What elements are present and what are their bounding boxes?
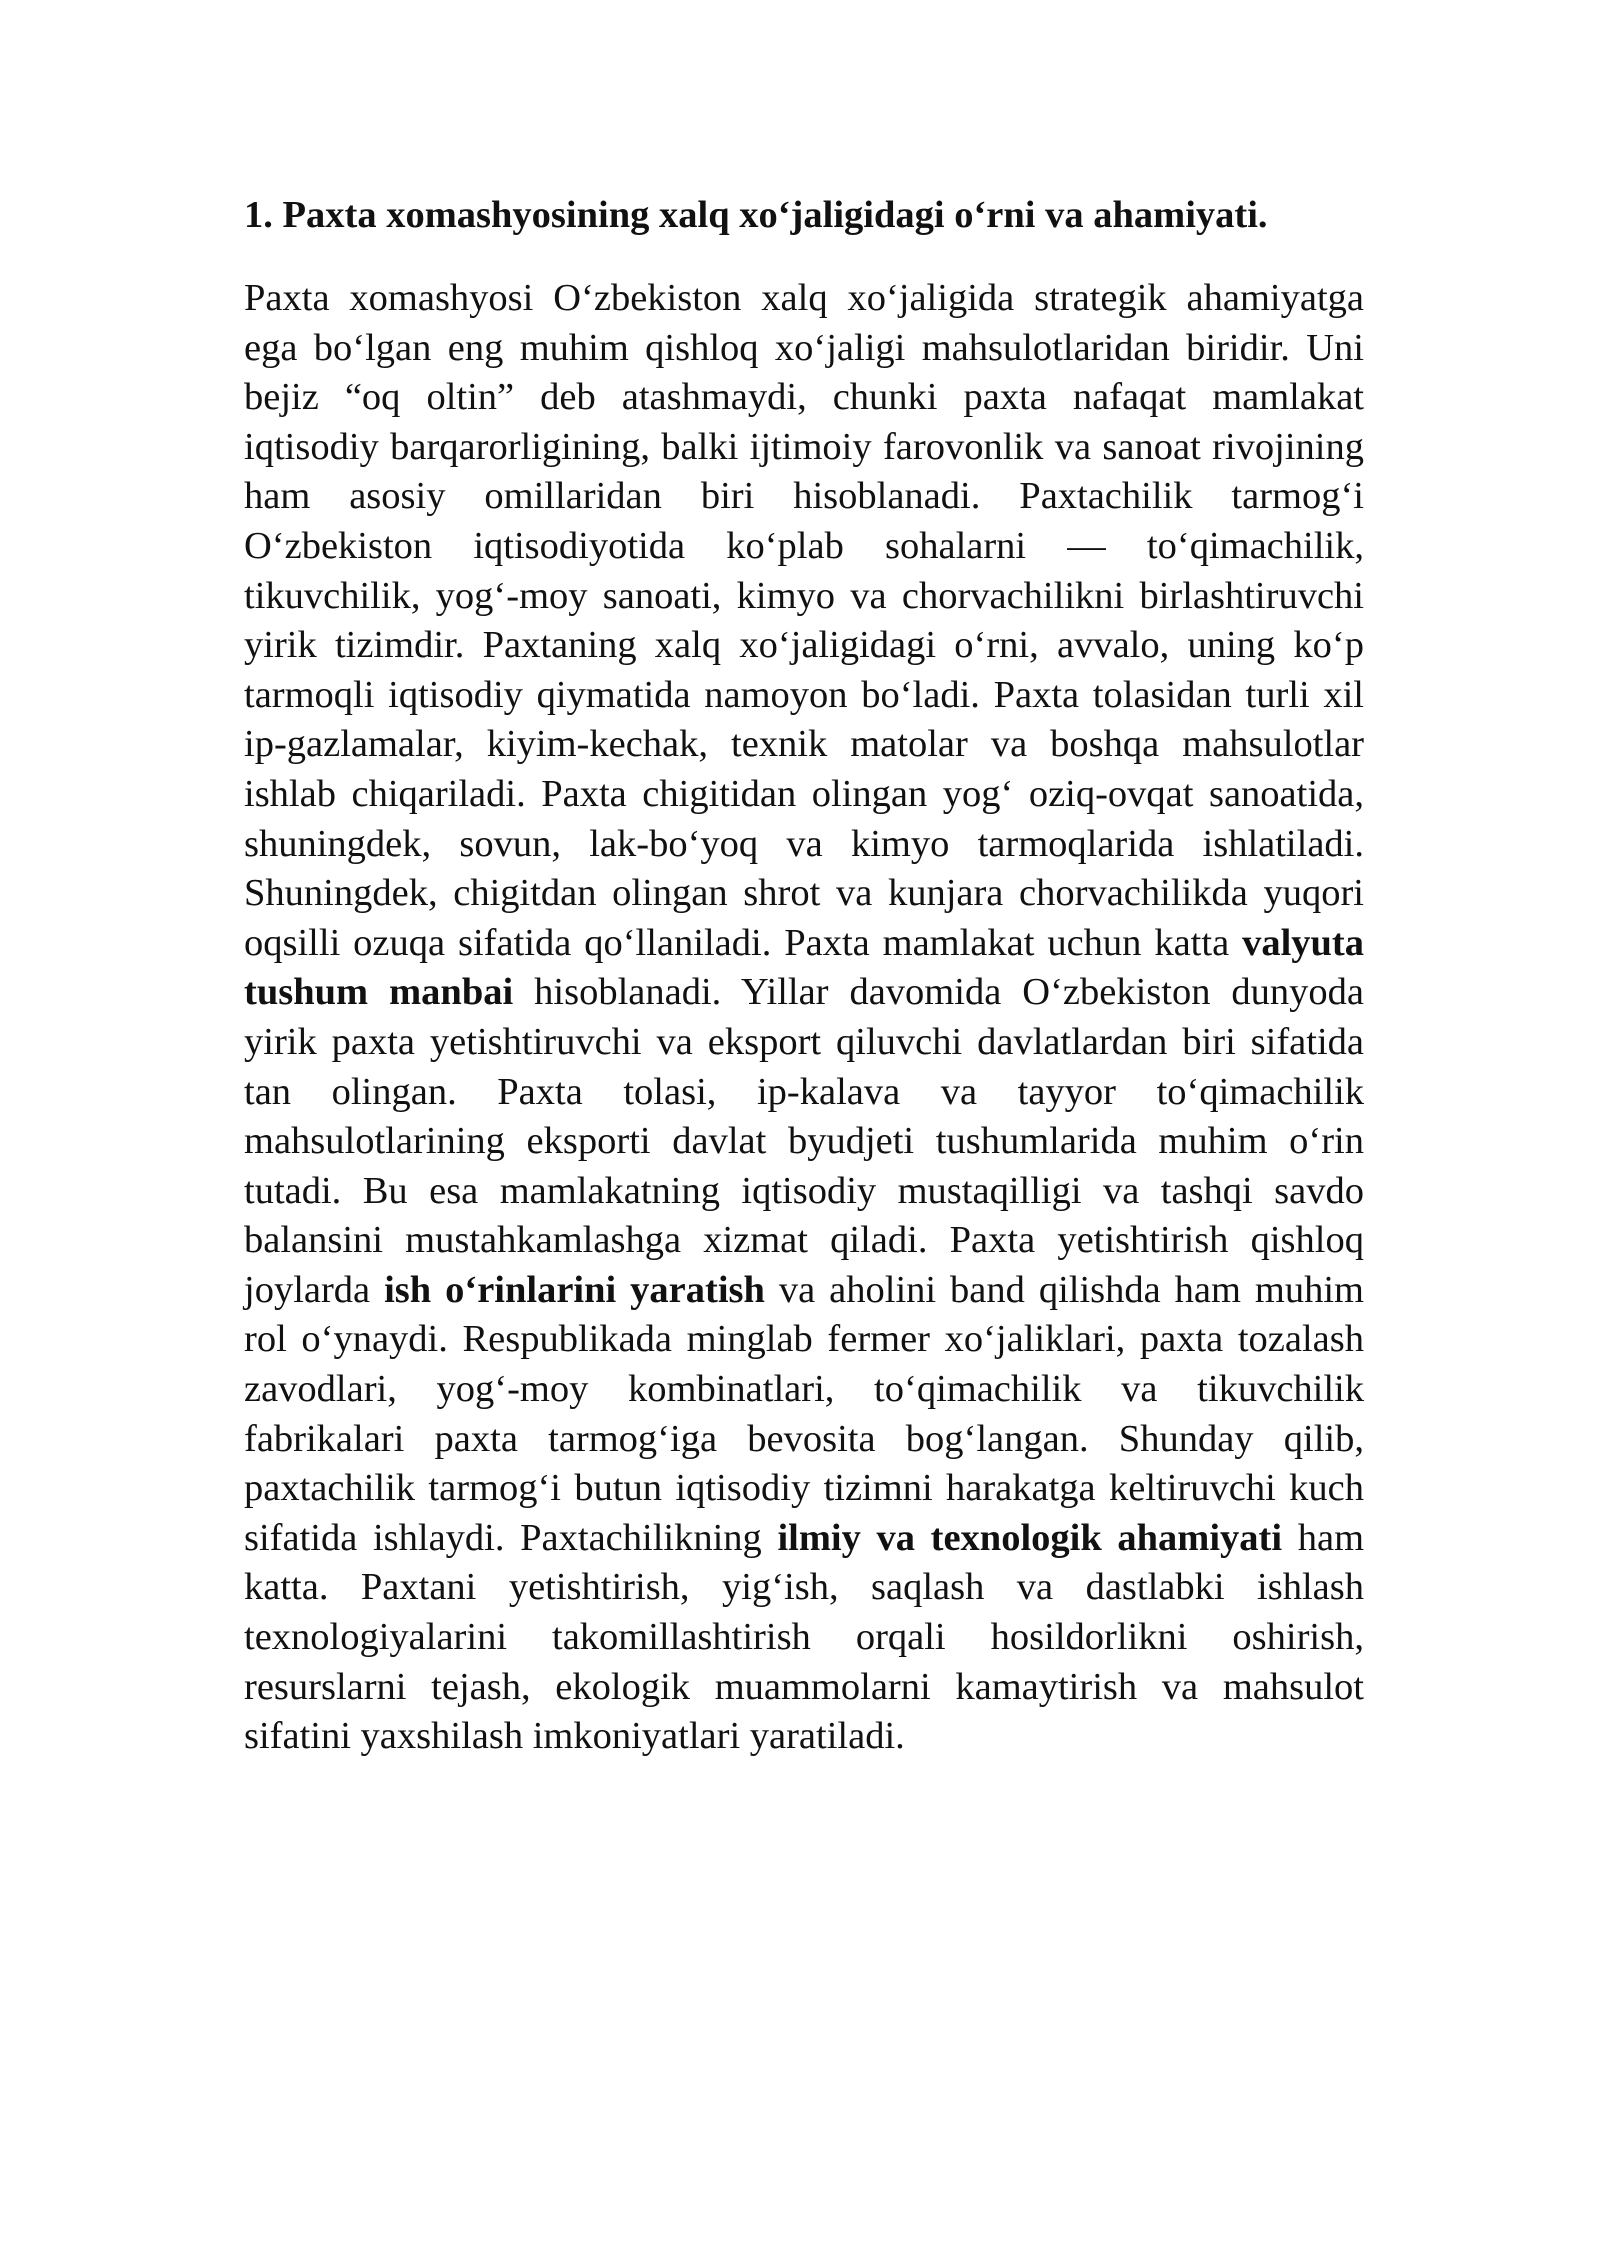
bold-phrase-scientific-importance: ilmiy va texnologik ahamiyati [777, 1516, 1283, 1559]
body-paragraph [244, 274, 1364, 1762]
section-number: 1. [244, 194, 273, 236]
paragraph-text-4: ham katta. Paxtani yetishtirish, yig‘ish, saqlash va dastlabki ishlash texnologiyalarini takomillashtirish orqali hosildorlikni oshirish, resurslarni tejash, ekologik muammolarni kamaytirish va mahsulot sifatini yaxshilash imkoniyatlari yaratiladi. [244, 1516, 1365, 1758]
bold-phrase-job-creation: ish o‘rinlarini yaratish [384, 1268, 765, 1311]
bold-phrase-currency-source: valyuta tushum manbai [244, 921, 1364, 1014]
paragraph-text-3: va aholini band qilishda ham muhim rol o‘ynaydi. Respublikada minglab fermer xo‘jaliklari, paxta tozalash zavodlari, yog‘-moy kombinatlari, to‘qimachilik va tikuvchilik fabrikalari paxta tarmog‘iga bevosita bog‘langan. Shunday qilib, paxtachilik tarmog‘i butun iqtisodiy tizimni harakatga keltiruvchi kuch sifatida ishlaydi. Paxtachilikning [244, 1268, 1365, 1559]
section-heading [244, 190, 1364, 240]
paragraph-text-1: Paxta xomashyosi O‘zbekiston xalq xo‘jaligida strategik ahamiyatga ega bo‘lgan eng muhim qishloq xo‘jaligi mahsulotlaridan biridir. Uni bejiz “oq oltin” deb atashmaydi, chunki paxta nafaqat mamlakat iqtisodiy barqarorligining, balki ijtimoiy farovonlik va sanoat rivojining ham asosiy omillaridan biri hisoblanadi. Paxtachilik tarmog‘i O‘zbekiston iqtisodiyotida ko‘plab sohalarni — to‘qimachilik, tikuvchilik, yog‘-moy sanoati, kimyo va chorvachilikni birlashtiruvchi yirik tizimdir. Paxtaning xalq xo‘jaligidagi o‘rni, avvalo, uning ko‘p tarmoqli iqtisodiy qiymatida namoyon bo‘ladi. Paxta tolasidan turli xil ip-gazlamalar, kiyim-kechak, texnik matolar va boshqa mahsulotlar ishlab chiqariladi. Paxta chigitidan olingan yog‘ oziq-ovqat sanoatida, shuningdek, sovun, lak-bo‘yoq va kimyo tarmoqlarida ishlatiladi. Shuningdek, chigitdan olingan shrot va kunjara chorvachilikda yuqori oqsilli ozuqa sifatida qo‘llaniladi. Paxta mamlakat uchun katta [244, 277, 1364, 964]
paragraph-text-2: hisoblanadi. Yillar davomida O‘zbekiston dunyoda yirik paxta yetishtiruvchi va eksport qiluvchi davlatlardan biri sifatida tan olingan. Paxta tolasi, ip-kalava va tayyor to‘qimachilik mahsulotlarining eksporti davlat byudjeti tushumlarida muhim o‘rin tutadi. Bu esa mamlakatning iqtisodiy mustaqilligi va tashqi savdo balansini mustahkamlashga xizmat qiladi. Paxta yetishtirish qishloq joylarda [244, 971, 1365, 1311]
section-title: Paxta xomashyosining xalq xo‘jaligidagi o‘rni va ahamiyati. [282, 194, 1268, 236]
document-page [244, 190, 1364, 1762]
